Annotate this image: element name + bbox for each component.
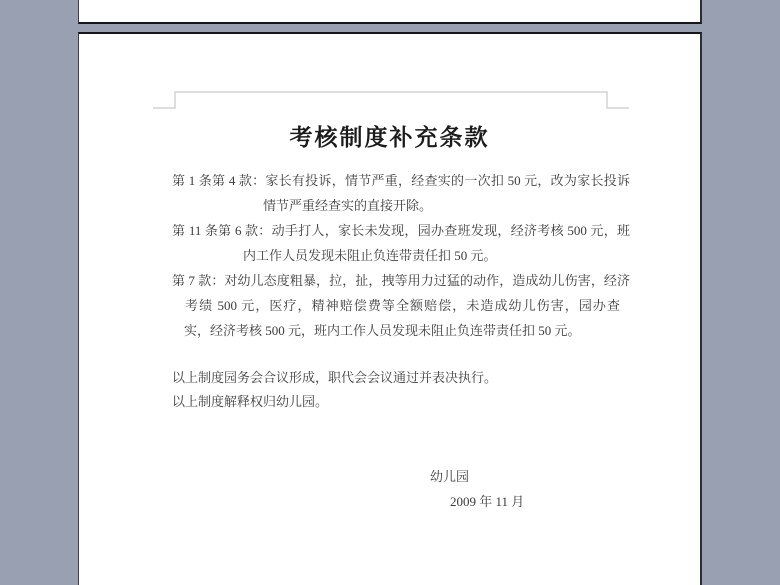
top-margin-boundary-mark xyxy=(79,34,703,124)
closing-text-line[interactable]: 以上制度园务会合议形成，职代会会议通过并表决执行。 xyxy=(172,370,498,385)
body-text-line[interactable]: 第 7 款：对幼儿态度粗暴，拉，扯，拽等用力过猛的动作，造成幼儿伤害，经济 xyxy=(172,273,630,288)
body-text-line[interactable]: 情节严重经查实的直接开除。 xyxy=(263,198,433,213)
body-text-line[interactable]: 内工作人员发现未阻止负连带责任扣 50 元。 xyxy=(243,248,497,263)
signature-name[interactable]: 幼儿园 xyxy=(430,469,470,484)
body-text-line[interactable]: 第 1 条第 4 款：家长有投诉，情节严重，经查实的一次扣 50 元，改为家长投诉 xyxy=(172,173,630,188)
previous-page-bottom-edge[interactable] xyxy=(78,0,702,24)
document-page[interactable] xyxy=(78,32,702,585)
body-text-line[interactable]: 第 11 条第 6 款：动手打人，家长未发现，园办查班发现，经济考核 500 元，班 xyxy=(172,223,630,238)
body-text-line[interactable]: 考绩 500 元，医疗，精神赔偿费等全额赔偿，未造成幼儿伤害，园办查 xyxy=(185,298,620,313)
closing-text-line[interactable]: 以上制度解释权归幼儿园。 xyxy=(172,394,329,409)
body-text-line[interactable]: 实，经济考核 500 元，班内工作人员发现未阻止负连带责任扣 50 元。 xyxy=(184,323,581,338)
document-title[interactable]: 考核制度补充条款 xyxy=(289,125,490,151)
signature-date[interactable]: 2009 年 11 月 xyxy=(450,494,525,509)
